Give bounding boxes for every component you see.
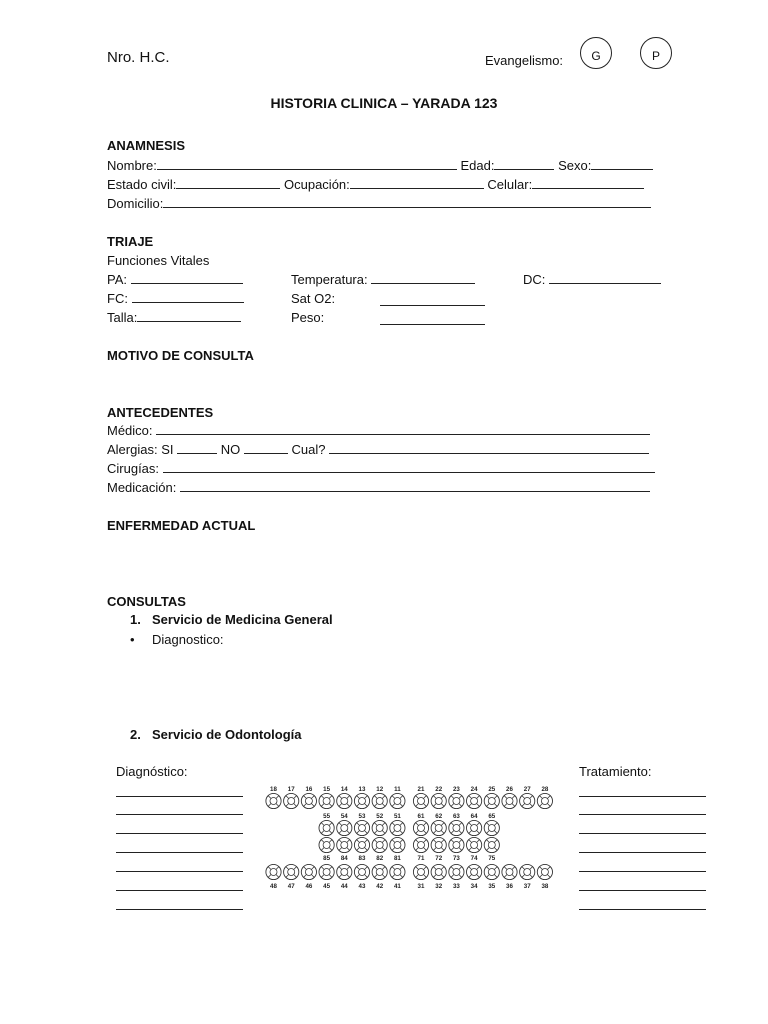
tooth-62[interactable] (431, 813, 446, 836)
nombre-line (157, 157, 457, 170)
tooth-number: 16 (305, 786, 313, 793)
domicilio-field[interactable] (107, 195, 651, 212)
diagnostico-line[interactable] (116, 833, 243, 834)
item2-label: Servicio de Odontología (152, 727, 302, 742)
tooth-55[interactable] (319, 813, 334, 836)
tooth-number: 41 (393, 883, 401, 890)
tooth-47[interactable] (284, 864, 299, 890)
tooth-42[interactable] (372, 864, 387, 890)
tooth-43[interactable] (354, 864, 369, 890)
tooth-number: 33 (452, 883, 460, 890)
tooth-number: 17 (287, 786, 295, 793)
cirugias-line (163, 460, 655, 473)
peso-line[interactable] (380, 324, 485, 325)
tooth-number: 61 (417, 813, 425, 820)
tooth-number: 28 (541, 786, 549, 793)
temperatura-line (371, 271, 475, 284)
tooth-83[interactable] (354, 837, 369, 862)
tooth-number: 31 (417, 883, 425, 890)
item1-label: Servicio de Medicina General (152, 612, 333, 627)
tooth-35[interactable] (484, 864, 499, 890)
sat-o2-line[interactable] (380, 305, 485, 306)
tooth-74[interactable] (467, 837, 482, 862)
tooth-number: 38 (541, 883, 549, 890)
domicilio-label: Domicilio: (107, 196, 164, 211)
odonto-tratamiento-label: Tratamiento: (579, 764, 652, 779)
peso-label: Peso: (291, 310, 325, 325)
tooth-13[interactable] (354, 786, 369, 809)
tooth-number: 18 (270, 786, 277, 793)
estado-civil-field[interactable] (107, 176, 644, 193)
tooth-number: 64 (470, 813, 478, 820)
anamnesis-heading: ANAMNESIS (107, 138, 186, 153)
tooth-11[interactable] (390, 786, 405, 809)
tooth-number: 62 (435, 813, 443, 820)
alergias-cual-label: Cual? (291, 442, 326, 457)
tooth-number: 44 (340, 883, 348, 890)
pa-label: PA: (107, 272, 127, 287)
tooth-number: 74 (470, 855, 478, 862)
tooth-number: 45 (323, 883, 331, 890)
alergias-no-label: NO (220, 442, 241, 457)
ocupacion-label: Ocupación: (284, 177, 350, 192)
diagnostico-line[interactable] (116, 796, 243, 797)
celular-label: Celular: (487, 177, 533, 192)
option-g-circle[interactable] (580, 37, 612, 69)
medicacion-label: Medicación: (107, 480, 177, 495)
option-p-label: P (651, 49, 660, 63)
tratamiento-line[interactable] (579, 890, 706, 891)
tooth-number: 51 (393, 813, 401, 820)
pa-field[interactable] (107, 271, 243, 288)
tooth-number: 43 (358, 883, 366, 890)
tooth-82[interactable] (372, 837, 387, 862)
diagnostico-line[interactable] (116, 909, 243, 910)
alergias-cual-line (329, 441, 649, 454)
tooth-number: 52 (376, 813, 384, 820)
alergias-label: Alergias: SI (107, 442, 174, 457)
fc-label: FC: (107, 291, 128, 306)
enfermedad-heading: ENFERMEDAD ACTUAL (107, 518, 256, 533)
talla-line (137, 309, 241, 322)
tratamiento-line[interactable] (579, 852, 706, 853)
tratamiento-line[interactable] (579, 814, 706, 815)
tooth-34[interactable] (467, 864, 482, 890)
tooth-32[interactable] (431, 864, 446, 890)
diagnostico-line[interactable] (116, 871, 243, 872)
diagnostico-line[interactable] (116, 890, 243, 891)
estado-civil-label: Estado civil: (107, 177, 177, 192)
nombre-field[interactable] (107, 157, 653, 174)
tooth-37[interactable] (520, 864, 535, 890)
diagnostico-line[interactable] (116, 814, 243, 815)
tooth-number: 35 (488, 883, 496, 890)
tooth-36[interactable] (502, 864, 517, 890)
tooth-number: 81 (393, 855, 401, 862)
temperatura-field[interactable] (291, 271, 475, 288)
tooth-85[interactable] (319, 837, 334, 862)
odonto-diagnostico-label: Diagnóstico: (116, 764, 188, 779)
tooth-number: 47 (287, 883, 295, 890)
edad-line (494, 157, 554, 170)
item1-number: 1. (130, 612, 141, 627)
tooth-number: 46 (305, 883, 313, 890)
tooth-number: 34 (470, 883, 478, 890)
tooth-number: 13 (358, 786, 366, 793)
celular-line (532, 176, 644, 189)
tratamiento-line[interactable] (579, 796, 706, 797)
fc-field[interactable] (107, 290, 244, 307)
tratamiento-line[interactable] (579, 871, 706, 872)
tooth-24[interactable] (467, 786, 482, 809)
diagnostico-line[interactable] (116, 852, 243, 853)
tooth-71[interactable] (413, 837, 428, 862)
tooth-number: 82 (376, 855, 384, 862)
tooth-number: 84 (340, 855, 348, 862)
tooth-18[interactable] (266, 786, 281, 809)
tooth-52[interactable] (372, 813, 387, 836)
dc-field[interactable] (523, 271, 661, 288)
tooth-44[interactable] (337, 864, 352, 890)
option-g-label: G (591, 49, 601, 63)
tratamiento-line[interactable] (579, 909, 706, 910)
sat-o2-label: Sat O2: (291, 291, 336, 306)
tooth-33[interactable] (449, 864, 464, 890)
motivo-heading: MOTIVO DE CONSULTA (107, 348, 254, 363)
tooth-number: 24 (470, 786, 478, 793)
tooth-15[interactable] (319, 786, 334, 809)
tooth-number: 23 (452, 786, 460, 793)
tooth-number: 63 (452, 813, 460, 820)
tooth-number: 37 (523, 883, 531, 890)
tooth-84[interactable] (337, 837, 352, 862)
tooth-65[interactable] (484, 813, 499, 836)
tooth-64[interactable] (467, 813, 482, 836)
tooth-number: 53 (358, 813, 366, 820)
medico-line (156, 422, 650, 435)
tooth-75[interactable] (484, 837, 499, 862)
tooth-number: 42 (376, 883, 384, 890)
tooth-73[interactable] (449, 837, 464, 862)
antecedentes-heading: ANTECEDENTES (107, 405, 214, 420)
tooth-number: 36 (506, 883, 513, 890)
tooth-22[interactable] (431, 786, 446, 809)
domicilio-line (163, 195, 651, 208)
tooth-45[interactable] (319, 864, 334, 890)
tratamiento-line[interactable] (579, 833, 706, 834)
tooth-25[interactable] (484, 786, 499, 809)
temperatura-label: Temperatura: (291, 272, 368, 287)
tooth-number: 55 (323, 813, 331, 820)
tooth-number: 54 (340, 813, 348, 820)
sexo-label: Sexo: (558, 158, 592, 173)
tooth-number: 15 (323, 786, 331, 793)
tooth-61[interactable] (413, 813, 428, 836)
alergias-si-line (177, 441, 217, 454)
tooth-23[interactable] (449, 786, 464, 809)
tooth-63[interactable] (449, 813, 464, 836)
alergias-no-line (244, 441, 288, 454)
evangelismo-label: Evangelismo: (485, 53, 564, 68)
tooth-number: 85 (323, 855, 331, 862)
tooth-54[interactable] (337, 813, 352, 836)
tooth-41[interactable] (390, 864, 405, 890)
tooth-number: 48 (270, 883, 277, 890)
tooth-81[interactable] (390, 837, 405, 862)
tooth-number: 73 (452, 855, 460, 862)
estado-civil-line (176, 176, 280, 189)
tooth-38[interactable] (537, 864, 552, 890)
medicacion-line (180, 479, 650, 492)
cirugias-label: Cirugías: (107, 461, 160, 476)
odontogram[interactable] (255, 778, 560, 896)
tooth-number: 22 (435, 786, 443, 793)
edad-label: Edad: (460, 158, 495, 173)
tooth-72[interactable] (431, 837, 446, 862)
tooth-number: 26 (506, 786, 513, 793)
nombre-label: Nombre: (107, 158, 157, 173)
talla-field[interactable] (107, 309, 241, 326)
tooth-number: 25 (488, 786, 496, 793)
tooth-28[interactable] (537, 786, 552, 809)
triaje-heading: TRIAJE (107, 234, 154, 249)
alergias-field[interactable] (107, 441, 649, 458)
dc-label: DC: (523, 272, 546, 287)
ocupacion-line (350, 176, 484, 189)
bullet-marker: • (130, 632, 135, 647)
funciones-vitales-label: Funciones Vitales (107, 253, 210, 268)
tooth-number: 83 (358, 855, 366, 862)
diagnostico-general-label: Diagnostico: (152, 632, 224, 647)
tooth-number: 27 (523, 786, 531, 793)
page-title: HISTORIA CLINICA – YARADA 123 (270, 95, 498, 111)
tooth-number: 12 (376, 786, 384, 793)
tooth-26[interactable] (502, 786, 517, 809)
tooth-51[interactable] (390, 813, 405, 836)
tooth-27[interactable] (520, 786, 535, 809)
tooth-21[interactable] (413, 786, 428, 809)
tooth-46[interactable] (301, 864, 316, 890)
sexo-line (591, 157, 653, 170)
tooth-17[interactable] (284, 786, 299, 809)
tooth-48[interactable] (266, 864, 281, 890)
tooth-14[interactable] (337, 786, 352, 809)
tooth-number: 71 (417, 855, 425, 862)
tooth-31[interactable] (413, 864, 428, 890)
hc-number-label: Nro. H.C. (107, 49, 170, 66)
tooth-16[interactable] (301, 786, 316, 809)
tooth-number: 14 (340, 786, 348, 793)
tooth-12[interactable] (372, 786, 387, 809)
tooth-number: 72 (435, 855, 443, 862)
tooth-number: 65 (488, 813, 496, 820)
tooth-number: 21 (417, 786, 425, 793)
medico-label: Médico: (107, 423, 153, 438)
cirugias-field[interactable] (107, 460, 655, 477)
option-p-circle[interactable] (640, 37, 672, 69)
dc-line (549, 271, 661, 284)
medicacion-field[interactable] (107, 479, 650, 496)
tooth-number: 75 (488, 855, 496, 862)
pa-line (131, 271, 243, 284)
tooth-number: 32 (435, 883, 443, 890)
tooth-53[interactable] (354, 813, 369, 836)
item2-number: 2. (130, 727, 141, 742)
talla-label: Talla: (107, 310, 138, 325)
fc-line (132, 290, 244, 303)
tooth-number: 11 (394, 786, 401, 793)
consultas-heading: CONSULTAS (107, 594, 186, 609)
medico-field[interactable] (107, 422, 650, 439)
